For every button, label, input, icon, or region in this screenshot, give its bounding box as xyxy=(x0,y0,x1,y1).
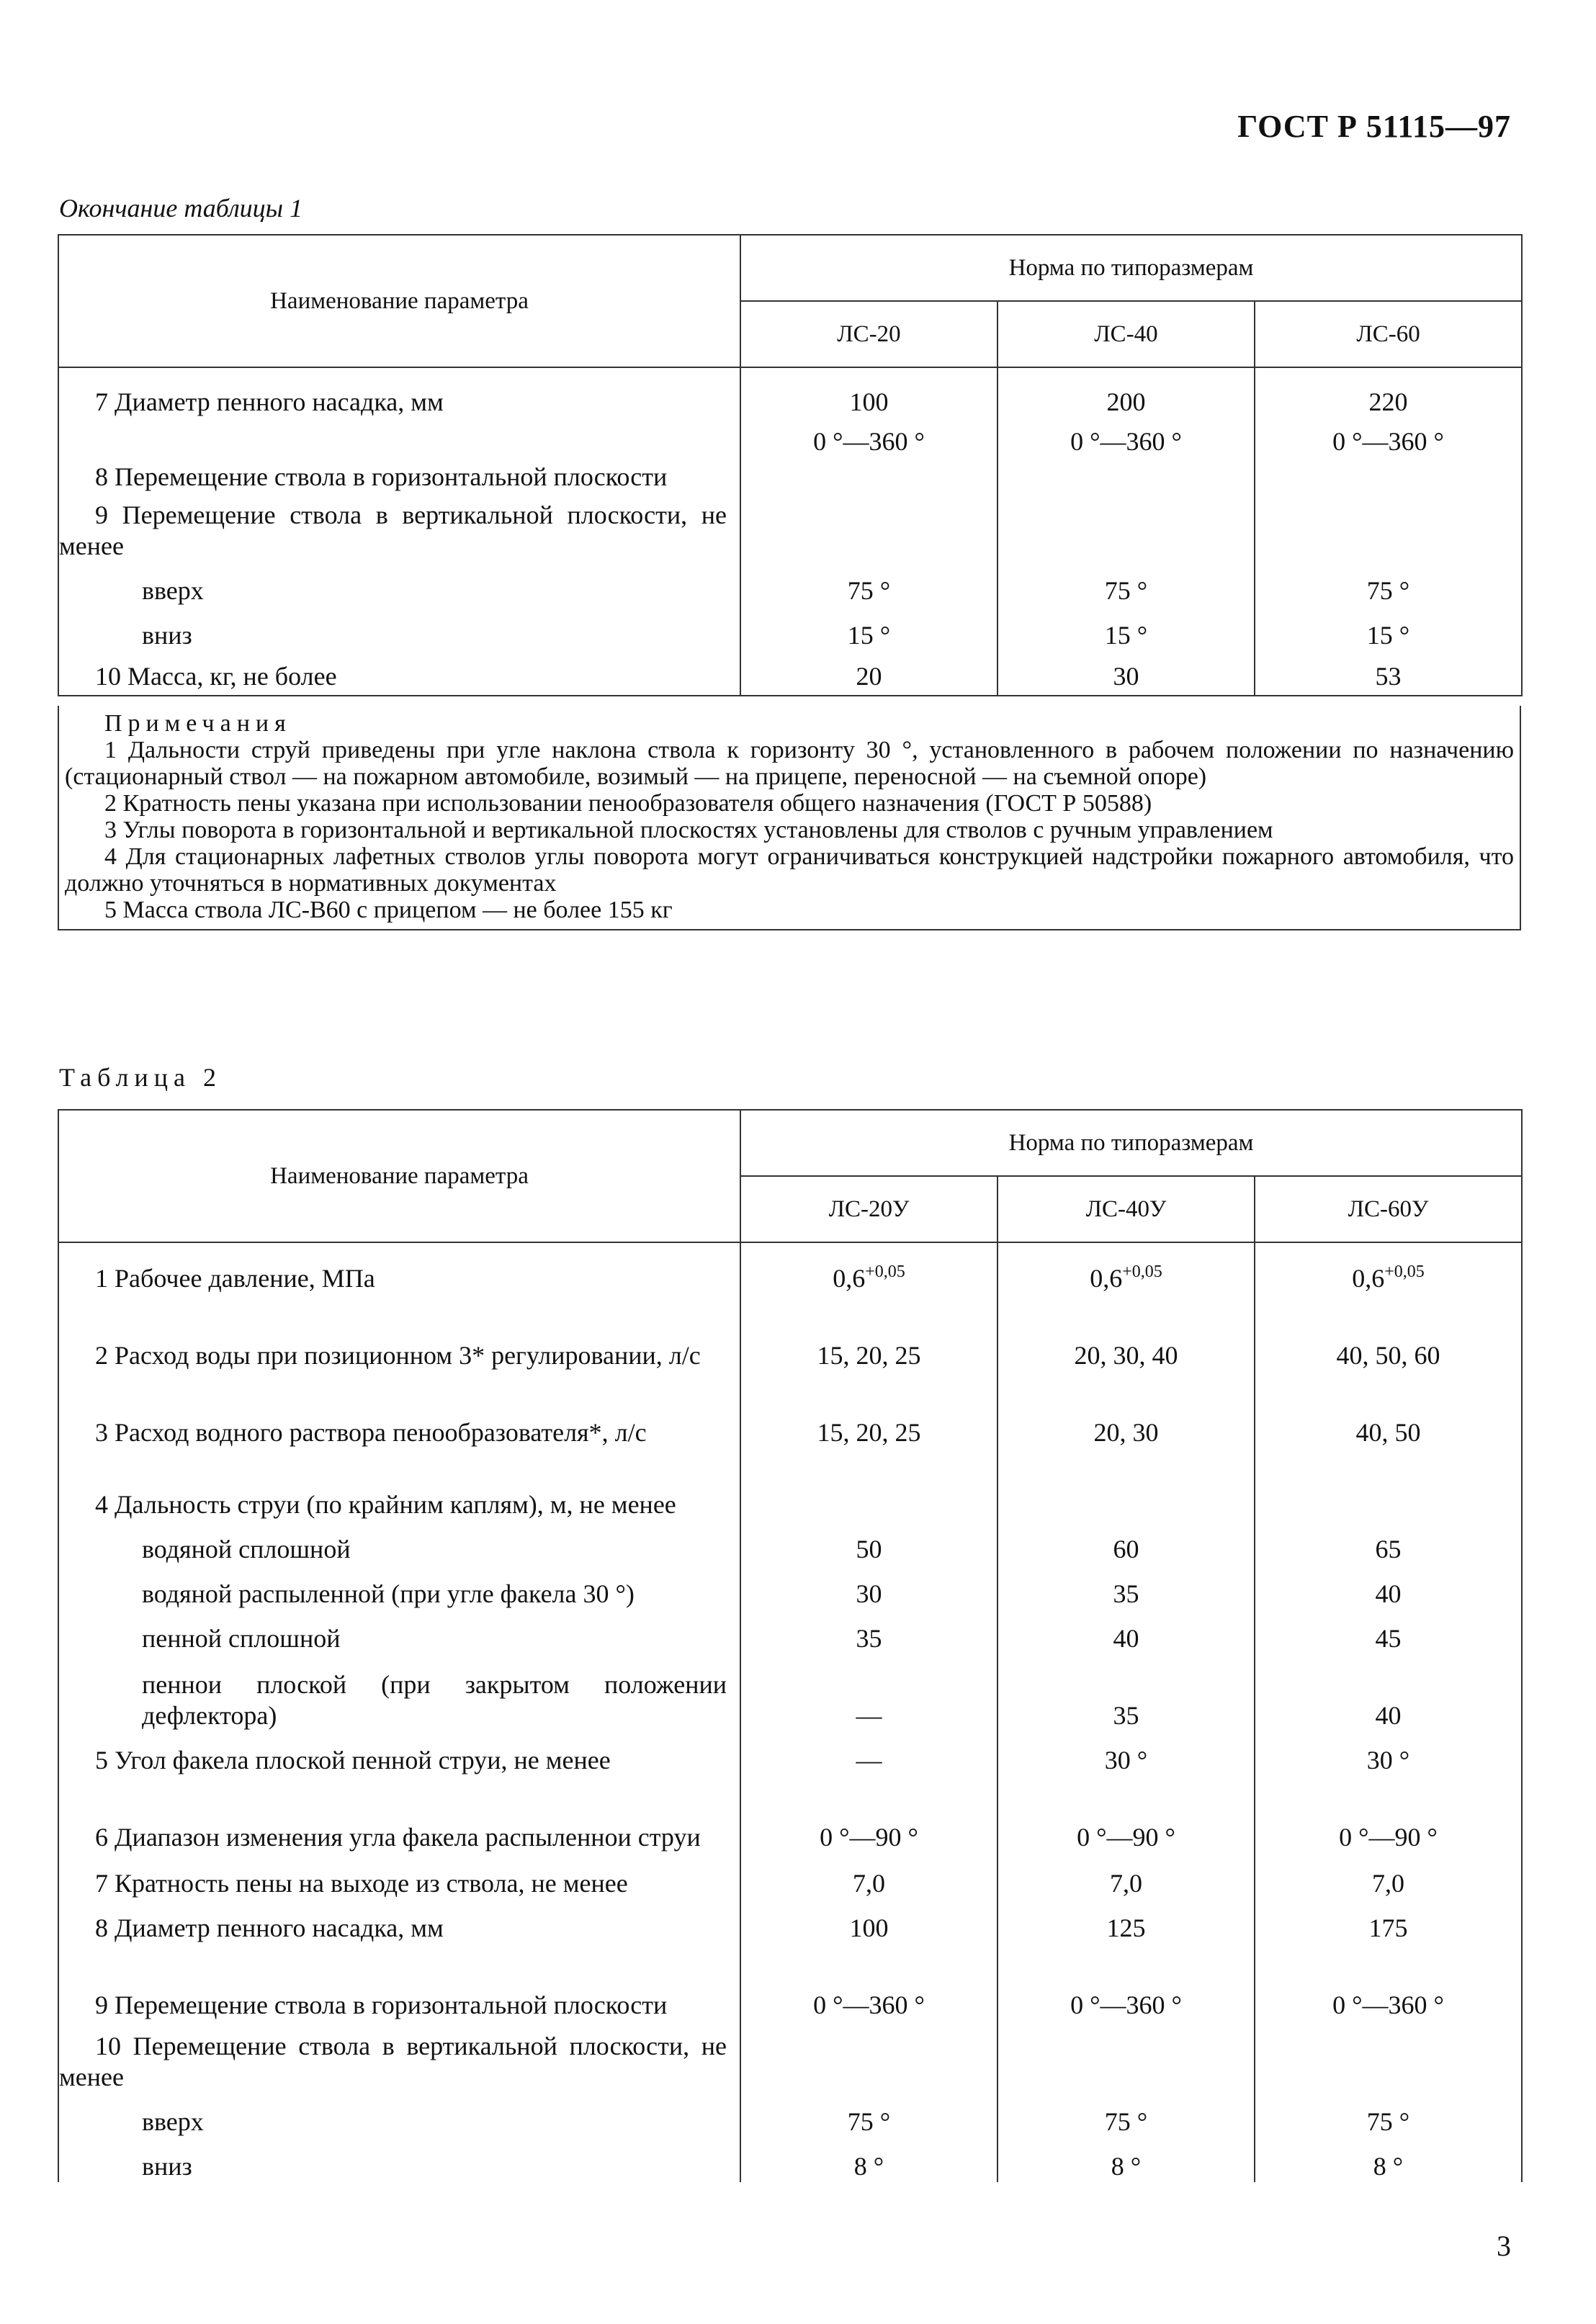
row-value: 75 ° xyxy=(740,562,998,606)
row-value: 75 ° xyxy=(1255,562,1522,606)
row-label: 8 Диаметр пенного насадка, мм xyxy=(58,1899,740,1944)
row-value: 40 xyxy=(998,1610,1255,1654)
table-row xyxy=(58,1776,1522,1853)
row-value: 100 xyxy=(740,367,998,418)
table-row xyxy=(58,2093,1522,2137)
row-label: вниз xyxy=(58,2137,740,2182)
row-label: 10 Масса, кг, не более xyxy=(58,651,740,696)
row-label: 10 Перемещение ствола в вертикальной плоскости, не менее xyxy=(58,2021,740,2093)
pressure-base: 0,6 xyxy=(1352,1264,1385,1293)
row-value: 0 °—360 ° xyxy=(1255,1944,1522,2021)
row-value xyxy=(740,493,998,562)
row-value: — xyxy=(740,1654,998,1731)
row-value: 75 ° xyxy=(740,2093,998,2137)
row-value: 60 xyxy=(998,1520,1255,1565)
row-value: 75 ° xyxy=(1255,2093,1522,2137)
row-value: 20 xyxy=(740,651,998,696)
table-row xyxy=(58,1448,1522,1520)
table-row xyxy=(58,606,1522,651)
row-value xyxy=(1255,2021,1522,2093)
table-row xyxy=(58,2137,1522,2182)
row-value: 30 xyxy=(998,651,1255,696)
row-value: 35 xyxy=(740,1610,998,1654)
row-value: 30 ° xyxy=(1255,1731,1522,1776)
row-value xyxy=(740,1242,998,1294)
table-row xyxy=(58,418,1522,493)
row-value: 0 °—360 ° xyxy=(998,1944,1255,2021)
row-value: 15, 20, 25 xyxy=(740,1294,998,1371)
table1-col-header: ЛС-40 xyxy=(998,301,1255,367)
row-value: 40, 50, 60 xyxy=(1255,1294,1522,1371)
pressure-tolerance: +0,05 xyxy=(1384,1262,1425,1281)
table2-param-header: Наименование параметра xyxy=(58,1110,740,1242)
row-value: 8 ° xyxy=(740,2137,998,2182)
note-item: 2 Кратность пены указана при использовании пенообразователя общего назначения (ГОСТ Р 50588) xyxy=(104,790,1152,817)
row-value: 15 ° xyxy=(998,606,1255,651)
row-value: 7,0 xyxy=(998,1853,1255,1899)
row-label: 4 Дальность струи (по крайним каплям), м, не менее xyxy=(58,1448,740,1520)
row-value: 15, 20, 25 xyxy=(740,1371,998,1448)
row-value: 0 °—360 ° xyxy=(740,418,998,493)
row-value: 0 °—90 ° xyxy=(740,1776,998,1853)
row-value: 53 xyxy=(1255,651,1522,696)
row-value: 0 °—360 ° xyxy=(998,418,1255,493)
row-value xyxy=(998,493,1255,562)
note-item: 1 Дальности струй приведены при угле наклона ствола к горизонту 30 °, установленного в рабочем положении по назначению (стационарный ствол — на пожарном автомобиле, возимый — на прицепе, переносной — на съемной опоре) xyxy=(65,737,1514,790)
row-label: 7 Кратность пены на выходе из ствола, не менее xyxy=(58,1853,740,1899)
row-value: 20, 30, 40 xyxy=(998,1294,1255,1371)
row-value xyxy=(1255,493,1522,562)
row-value: — xyxy=(740,1731,998,1776)
row-value: 15 ° xyxy=(740,606,998,651)
row-value xyxy=(998,1448,1255,1520)
row-value: 15 ° xyxy=(1255,606,1522,651)
table-row xyxy=(58,367,1522,418)
note-item: 4 Для стационарных лафетных стволов углы поворота могут ограничиваться конструкцией надстройки пожарного автомобиля, что должно уточняться в нормативных документах xyxy=(65,843,1514,897)
table1-param-header: Наименование параметра xyxy=(58,235,740,367)
table2-col-header: ЛС-60У xyxy=(1255,1176,1522,1242)
table-row xyxy=(58,2021,1522,2093)
pressure-base: 0,6 xyxy=(833,1264,866,1293)
row-value xyxy=(998,2021,1255,2093)
table2-col-header: ЛС-20У xyxy=(740,1176,998,1242)
note-item: 5 Масса ствола ЛС-В60 с прицепом — не более 155 кг xyxy=(104,897,673,923)
table1-caption: Окончание таблицы 1 xyxy=(59,194,303,223)
row-value: 35 xyxy=(998,1565,1255,1610)
pressure-base: 0,6 xyxy=(1090,1264,1123,1293)
row-value: 0 °—90 ° xyxy=(998,1776,1255,1853)
row-label: пенной сплошной xyxy=(58,1610,740,1654)
table2 xyxy=(58,1109,1523,2182)
table-row xyxy=(58,1294,1522,1371)
row-label: водяной сплошной xyxy=(58,1520,740,1565)
table1 xyxy=(58,234,1523,696)
row-value: 30 ° xyxy=(998,1731,1255,1776)
row-label: 2 Расход воды при позиционном 3* регулировании, л/с xyxy=(58,1294,740,1371)
table2-col-header: ЛС-40У xyxy=(998,1176,1255,1242)
row-value: 0 °—360 ° xyxy=(740,1944,998,2021)
page-number: 3 xyxy=(1497,2230,1511,2262)
table-row xyxy=(58,1371,1522,1448)
row-value xyxy=(740,1448,998,1520)
table1-col-header: ЛС-60 xyxy=(1255,301,1522,367)
row-value xyxy=(740,2021,998,2093)
table-row xyxy=(58,1853,1522,1899)
notes-title: Примечания xyxy=(104,710,292,737)
row-label: 7 Диаметр пенного насадка, мм xyxy=(58,367,740,418)
row-label: водяной распыленной (при угле факела 30 °) xyxy=(58,1565,740,1610)
row-value: 125 xyxy=(998,1899,1255,1944)
row-value: 50 xyxy=(740,1520,998,1565)
pressure-tolerance: +0,05 xyxy=(865,1262,905,1281)
table-row xyxy=(58,651,1522,696)
row-value: 65 xyxy=(1255,1520,1522,1565)
table-row xyxy=(58,1565,1522,1610)
row-value: 100 xyxy=(740,1899,998,1944)
table-row xyxy=(58,562,1522,606)
table-row xyxy=(58,1654,1522,1731)
pressure-tolerance: +0,05 xyxy=(1122,1262,1162,1281)
row-value: 45 xyxy=(1255,1610,1522,1654)
note-item: 3 Углы поворота в горизонтальной и вертикальной плоскостях установлены для стволов с ручным управлением xyxy=(104,817,1273,843)
table2-caption: Таблица 2 xyxy=(59,1063,222,1092)
row-label: 9 Перемещение ствола в горизонтальной плоскости xyxy=(58,1944,740,2021)
row-value xyxy=(1255,1242,1522,1294)
row-value: 0 °—90 ° xyxy=(1255,1776,1522,1853)
row-label: вверх xyxy=(58,562,740,606)
table-row xyxy=(58,1944,1522,2021)
table-row xyxy=(58,1610,1522,1654)
row-value: 8 ° xyxy=(998,2137,1255,2182)
table-row xyxy=(58,1520,1522,1565)
row-label: 6 Диапазон изменения угла факела распыленнои струи xyxy=(58,1776,740,1853)
row-label: вниз xyxy=(58,606,740,651)
row-label: пеннои плоской (при закрытом положении дефлектора) xyxy=(58,1654,740,1731)
row-value: 35 xyxy=(998,1654,1255,1731)
row-label: вверх xyxy=(58,2093,740,2137)
table2-norm-header: Норма по типоразмерам xyxy=(740,1110,1522,1176)
table-row xyxy=(58,1899,1522,1944)
row-value: 40, 50 xyxy=(1255,1371,1522,1448)
row-value: 75 ° xyxy=(998,562,1255,606)
row-label: 8 Перемещение ствола в горизонтальной плоскости xyxy=(58,418,740,493)
row-value xyxy=(998,1242,1255,1294)
table-row xyxy=(58,1242,1522,1294)
row-value: 20, 30 xyxy=(998,1371,1255,1448)
row-label: 3 Расход водного раствора пенообразователя*, л/с xyxy=(58,1371,740,1448)
table1-notes xyxy=(58,706,1521,930)
row-label: 5 Угол факела плоской пенной струи, не менее xyxy=(58,1731,740,1776)
row-value: 0 °—360 ° xyxy=(1255,418,1522,493)
row-value xyxy=(1255,1448,1522,1520)
row-value: 40 xyxy=(1255,1654,1522,1731)
row-value: 30 xyxy=(740,1565,998,1610)
table1-col-header: ЛС-20 xyxy=(740,301,998,367)
row-value: 8 ° xyxy=(1255,2137,1522,2182)
row-value: 200 xyxy=(998,367,1255,418)
row-value: 175 xyxy=(1255,1899,1522,1944)
row-label: 1 Рабочее давление, МПа xyxy=(58,1242,740,1294)
row-value: 75 ° xyxy=(998,2093,1255,2137)
table-row xyxy=(58,1731,1522,1776)
document-code: ГОСТ Р 51115—97 xyxy=(1237,109,1511,144)
row-label: 9 Перемещение ствола в вертикальной плоскости, не менее xyxy=(58,493,740,562)
table1-norm-header: Норма по типоразмерам xyxy=(740,235,1522,301)
row-value: 220 xyxy=(1255,367,1522,418)
row-value: 7,0 xyxy=(740,1853,998,1899)
row-value: 40 xyxy=(1255,1565,1522,1610)
row-value: 7,0 xyxy=(1255,1853,1522,1899)
table-row xyxy=(58,493,1522,562)
